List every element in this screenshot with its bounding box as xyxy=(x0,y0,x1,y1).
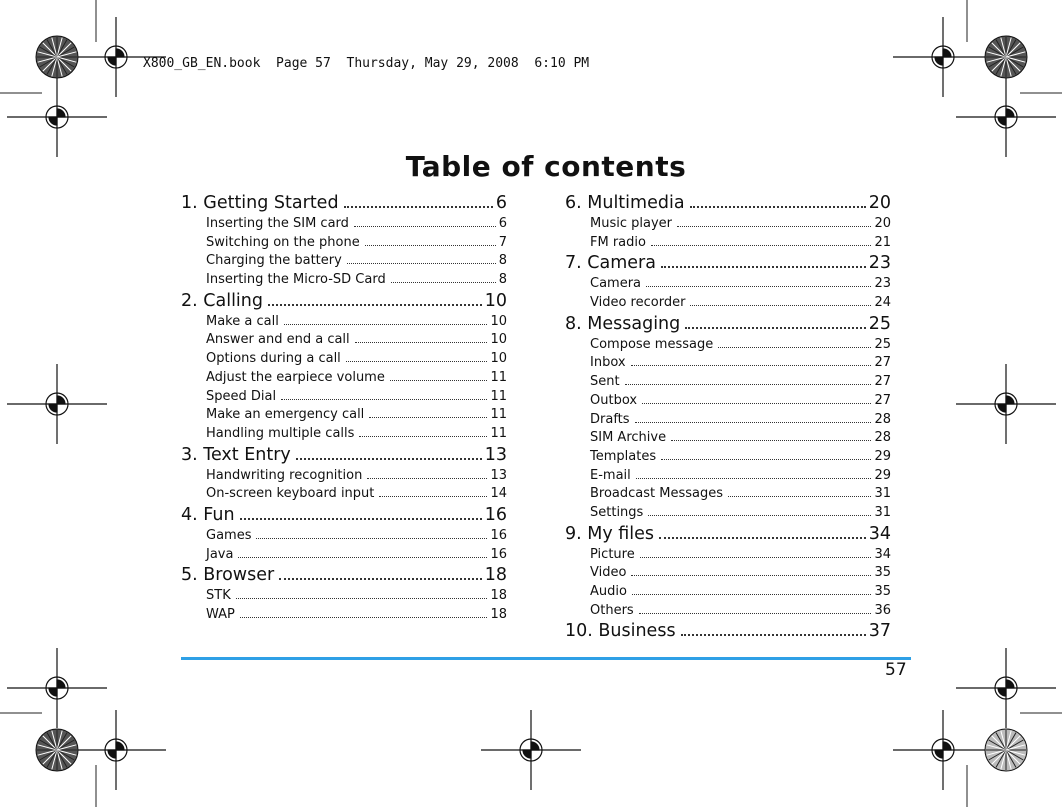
toc-left-column xyxy=(181,192,507,625)
calibration-starburst xyxy=(36,729,78,771)
toc-entry-label: Inserting the Micro-SD Card xyxy=(206,272,386,288)
toc-entry xyxy=(206,234,507,253)
toc-section-page: 18 xyxy=(484,565,507,586)
toc-section-page: 20 xyxy=(868,193,891,213)
toc-entry-page: 24 xyxy=(874,295,891,311)
toc-entry-label: Options during a call xyxy=(206,351,341,367)
toc-entry-page: 14 xyxy=(490,486,507,502)
toc-entry xyxy=(206,425,507,444)
toc-entry-label: Switching on the phone xyxy=(206,234,360,250)
toc-entry xyxy=(590,294,891,313)
toc-entry-page: 10 xyxy=(490,351,507,367)
registration-mark xyxy=(7,648,107,728)
toc-entry xyxy=(590,373,891,392)
toc-entry-page: 8 xyxy=(498,272,507,288)
toc-entry-label: Templates xyxy=(590,448,657,464)
toc-entry xyxy=(206,215,507,234)
dot-leader xyxy=(690,305,871,306)
page-number: 57 xyxy=(885,660,907,680)
toc-section-title: 5. Browser xyxy=(181,565,275,586)
dot-leader xyxy=(279,578,482,580)
dot-leader xyxy=(355,342,488,343)
toc-entry xyxy=(206,252,507,271)
toc-entry xyxy=(590,583,891,602)
dot-leader xyxy=(685,327,865,329)
dot-leader xyxy=(369,417,487,418)
toc-entry xyxy=(590,448,891,467)
toc-entry-label: Others xyxy=(590,602,634,618)
toc-entry xyxy=(590,429,891,448)
dot-leader xyxy=(359,436,487,437)
toc-entry-page: 27 xyxy=(874,392,891,408)
toc-entry xyxy=(590,392,891,411)
dot-leader xyxy=(659,537,866,539)
dot-leader xyxy=(240,617,488,618)
toc-entry-page: 28 xyxy=(874,430,891,446)
toc-entry-page: 27 xyxy=(874,355,891,371)
calibration-starburst xyxy=(985,36,1027,78)
toc-entry xyxy=(206,527,507,546)
dot-leader xyxy=(636,478,872,479)
toc-entry-page: 29 xyxy=(874,448,891,464)
toc-section-page: 13 xyxy=(484,444,507,465)
toc-entry xyxy=(590,564,891,583)
toc-entry-page: 31 xyxy=(874,504,891,520)
toc-entry-page: 8 xyxy=(498,253,507,269)
dot-leader xyxy=(639,613,872,614)
toc-entry-label: WAP xyxy=(206,607,235,622)
toc-entry-label: Outbox xyxy=(590,392,638,408)
toc-entry xyxy=(206,546,507,565)
dot-leader xyxy=(631,575,871,576)
dot-leader xyxy=(681,634,866,636)
toc-entry-page: 16 xyxy=(490,546,507,562)
dot-leader xyxy=(296,458,482,460)
toc-section xyxy=(181,564,507,587)
toc-entry-page: 35 xyxy=(874,584,891,599)
toc-entry-page: 28 xyxy=(874,411,891,427)
toc-section-page: 25 xyxy=(868,313,891,334)
toc-section xyxy=(181,290,507,313)
toc-section-page: 23 xyxy=(868,253,891,274)
dot-leader xyxy=(661,459,871,460)
toc-entry-label: Drafts xyxy=(590,411,630,427)
dot-leader xyxy=(268,304,482,306)
toc-entry-page: 11 xyxy=(490,425,507,441)
toc-entry-label: E-mail xyxy=(590,467,631,483)
toc-entry-label: Video xyxy=(590,565,627,581)
toc-entry-label: SIM Archive xyxy=(590,430,667,446)
calibration-starburst xyxy=(985,729,1027,771)
dot-leader xyxy=(642,403,871,404)
toc-entry-label: Speed Dial xyxy=(206,388,277,404)
toc-entry-label: FM radio xyxy=(590,234,646,250)
toc-section xyxy=(181,444,507,467)
toc-entry xyxy=(590,546,891,565)
toc-section-title: 6. Multimedia xyxy=(565,193,685,213)
toc-entry-label: Settings xyxy=(590,504,644,520)
toc-entry-page: 29 xyxy=(874,467,891,483)
dot-leader xyxy=(661,266,866,268)
toc-section-page: 6 xyxy=(495,193,507,213)
dot-leader xyxy=(284,324,488,325)
dot-leader xyxy=(347,263,496,264)
toc-entry xyxy=(590,467,891,486)
toc-entry-page: 7 xyxy=(498,234,507,250)
toc-entry xyxy=(590,275,891,294)
toc-entry xyxy=(206,369,507,388)
registration-mark xyxy=(66,710,166,790)
toc-entry-page: 16 xyxy=(490,527,507,543)
toc-entry xyxy=(590,504,891,523)
registration-mark xyxy=(893,17,993,97)
toc-entry-label: Java xyxy=(206,546,234,562)
dot-leader xyxy=(677,226,871,227)
toc-entry-page: 21 xyxy=(874,234,891,250)
toc-entry-page: 18 xyxy=(490,588,507,604)
toc-entry-page: 35 xyxy=(874,565,891,581)
dot-leader xyxy=(379,496,487,497)
dot-leader xyxy=(281,399,487,400)
toc-entry-label: Answer and end a call xyxy=(206,332,350,348)
toc-entry-page: 20 xyxy=(874,216,891,231)
toc-entry-label: Adjust the earpiece volume xyxy=(206,369,385,385)
footer-rule xyxy=(181,657,911,660)
toc-entry xyxy=(206,271,507,290)
toc-entry xyxy=(206,406,507,425)
toc-entry-label: Make an emergency call xyxy=(206,407,365,423)
toc-entry-page: 25 xyxy=(874,336,891,352)
toc-entry-label: Camera xyxy=(590,276,642,292)
toc-entry-page: 6 xyxy=(498,216,507,231)
dot-leader xyxy=(646,286,871,287)
toc-entry xyxy=(206,467,507,486)
toc-entry xyxy=(590,336,891,355)
toc-entry-label: Video recorder xyxy=(590,295,686,311)
registration-mark xyxy=(7,364,107,444)
toc-right-column xyxy=(565,192,891,643)
dot-leader xyxy=(367,478,487,479)
toc-entry-page: 27 xyxy=(874,374,891,390)
dot-leader xyxy=(635,422,872,423)
toc-entry xyxy=(206,606,507,625)
registration-mark xyxy=(481,710,581,790)
toc-entry-page: 13 xyxy=(490,467,507,483)
toc-entry xyxy=(206,350,507,369)
dot-leader xyxy=(632,594,872,595)
toc-entry-label: Broadcast Messages xyxy=(590,486,724,502)
dot-leader xyxy=(640,557,872,558)
dot-leader xyxy=(390,380,488,381)
dot-leader xyxy=(391,282,496,283)
registration-mark xyxy=(956,648,1056,728)
book-header-line: X800_GB_EN.book Page 57 Thursday, May 29, 2008 6:10 PM xyxy=(143,56,590,71)
toc-entry xyxy=(206,331,507,350)
toc-entry xyxy=(590,485,891,504)
dot-leader xyxy=(718,347,871,348)
toc-section-page: 10 xyxy=(484,290,507,311)
toc-entry-label: Picture xyxy=(590,546,635,562)
dot-leader xyxy=(631,365,872,366)
dot-leader xyxy=(236,598,488,599)
toc-entry-page: 11 xyxy=(490,388,507,404)
toc-entry-label: Handwriting recognition xyxy=(206,467,363,483)
dot-leader xyxy=(671,440,871,441)
toc-entry xyxy=(206,388,507,407)
toc-section-title: 7. Camera xyxy=(565,253,656,274)
toc-entry-page: 10 xyxy=(490,332,507,348)
toc-entry-label: On-screen keyboard input xyxy=(206,486,375,502)
dot-leader xyxy=(240,518,482,520)
toc-entry-label: Audio xyxy=(590,584,627,599)
toc-entry-page: 23 xyxy=(874,276,891,292)
dot-leader xyxy=(238,557,487,558)
toc-section-page: 34 xyxy=(868,523,891,544)
dot-leader xyxy=(365,245,496,246)
toc-section-page: 16 xyxy=(484,504,507,525)
toc-entry-label: Handling multiple calls xyxy=(206,425,355,441)
toc-section-title: 2. Calling xyxy=(181,290,263,311)
toc-section-title: 8. Messaging xyxy=(565,313,681,334)
toc-entry xyxy=(206,313,507,332)
toc-section-title: 4. Fun xyxy=(181,504,235,525)
toc-section xyxy=(565,252,891,275)
toc-section-title: 10. Business xyxy=(565,621,676,642)
toc-section-title: 1. Getting Started xyxy=(181,193,339,213)
dot-leader xyxy=(690,206,866,208)
registration-mark xyxy=(956,77,1056,157)
toc-section xyxy=(565,192,891,215)
toc-entry xyxy=(590,411,891,430)
toc-entry xyxy=(206,485,507,504)
registration-mark xyxy=(7,77,107,157)
toc-entry-page: 11 xyxy=(490,407,507,423)
toc-entry-label: Compose message xyxy=(590,336,714,352)
dot-leader xyxy=(346,361,488,362)
toc-section xyxy=(181,192,507,215)
toc-section xyxy=(565,620,891,643)
toc-section-title: 9. My files xyxy=(565,523,655,544)
toc-entry-label: Games xyxy=(206,527,252,543)
toc-entry-page: 11 xyxy=(490,369,507,385)
dot-leader xyxy=(648,515,871,516)
toc-entry-label: Sent xyxy=(590,374,620,390)
toc-entry-label: Make a call xyxy=(206,313,279,329)
dot-leader xyxy=(256,538,487,539)
toc-entry-page: 31 xyxy=(874,486,891,502)
toc-entry-label: STK xyxy=(206,588,231,604)
toc-entry-page: 10 xyxy=(490,313,507,329)
toc-section-title: 3. Text Entry xyxy=(181,444,291,465)
toc-section xyxy=(565,313,891,336)
dot-leader xyxy=(344,206,493,208)
toc-entry-label: Music player xyxy=(590,216,672,231)
toc-entry-label: Inserting the SIM card xyxy=(206,216,349,231)
toc-section-page: 37 xyxy=(868,621,891,642)
toc-entry xyxy=(206,587,507,606)
toc-entry xyxy=(590,234,891,253)
calibration-starburst xyxy=(36,36,78,78)
toc-entry-page: 36 xyxy=(874,602,891,618)
page-title: Table of contents xyxy=(405,150,687,183)
toc-entry-page: 34 xyxy=(874,546,891,562)
toc-section xyxy=(565,523,891,546)
toc-entry-label: Charging the battery xyxy=(206,253,342,269)
dot-leader xyxy=(625,384,872,385)
toc-entry xyxy=(590,215,891,234)
toc-entry xyxy=(590,602,891,621)
toc-section xyxy=(181,504,507,527)
toc-entry xyxy=(590,354,891,373)
toc-entry-label: Inbox xyxy=(590,355,626,371)
toc-entry-page: 18 xyxy=(490,607,507,622)
dot-leader xyxy=(651,245,871,246)
registration-mark xyxy=(956,364,1056,444)
dot-leader xyxy=(354,226,496,227)
registration-mark xyxy=(893,710,993,790)
dot-leader xyxy=(728,496,871,497)
